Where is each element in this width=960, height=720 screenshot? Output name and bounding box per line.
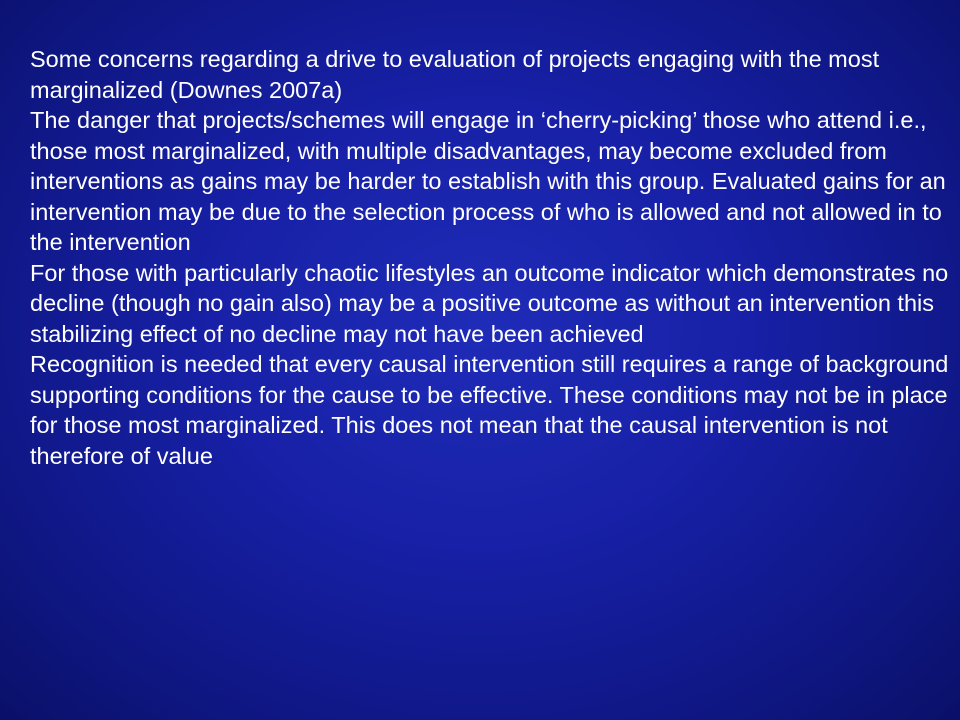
slide-body: [30, 44, 952, 471]
paragraph-recognition: Recognition is needed that every causal intervention still requires a range of background supporting conditions for the cause to be effective. These conditions may not be in place for those most marginalized. This does not mean that the causal intervention is not therefore of value: [30, 351, 949, 469]
paragraph-intro: Some concerns regarding a drive to evaluation of projects engaging with the most marginalized (Downes 2007a): [30, 46, 880, 103]
paragraph-cherry-picking: The danger that projects/schemes will engage in ‘cherry-picking’ those who attend i.e., those most marginalized, with multiple disadvantages, may become excluded from interventions as gains may be harder to establish with this group. Evaluated gains for an intervention may be due to the selection process of who is allowed and not allowed in to the intervention: [30, 107, 946, 255]
paragraph-chaotic-lifestyles: For those with particularly chaotic lifestyles an outcome indicator which demonstrates no decline (though no gain also) may be a positive outcome as without an intervention this stabilizing effect of no decline may not have been achieved: [30, 259, 949, 347]
